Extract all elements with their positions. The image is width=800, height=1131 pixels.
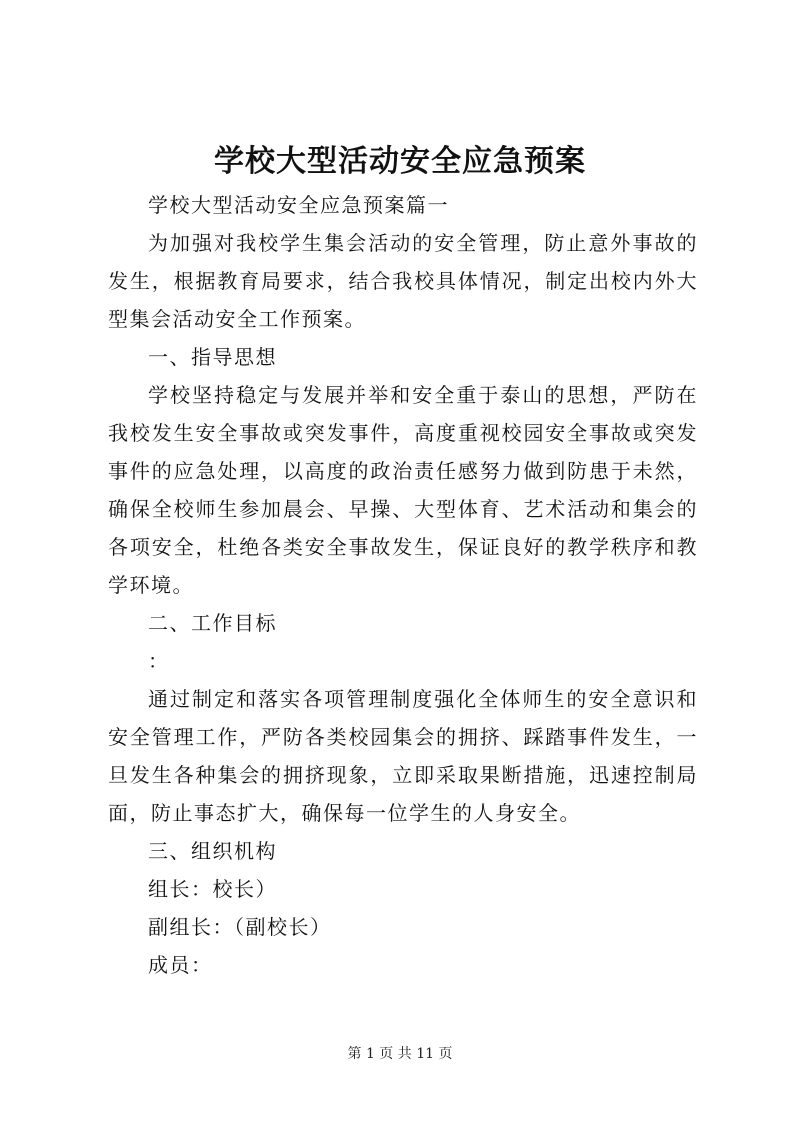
team-leader-line: 组长：校长） (148, 877, 277, 901)
document-title: 学校大型活动安全应急预案 (214, 144, 586, 179)
section-heading-organization: 三、组织机构 (148, 839, 277, 863)
work-goals-paragraph: 通过制定和落实各项管理制度强化全体师生的安全意识和安全管理工作，严防各类校园集会的拥挤、踩踏事件发生，一旦发生各种集会的拥挤现象，立即采取果断措施，迅速控制局面，防止事态扩大，确保每一位学生的人身安全。 (108, 687, 698, 825)
intro-paragraph: 为加强对我校学生集会活动的安全管理，防止意外事故的发生，根据教育局要求，结合我校具体情况，制定出校内外大型集会活动安全工作预案。 (108, 231, 698, 331)
members-line: 成员： (148, 953, 213, 977)
section-heading-guiding-ideology: 一、指导思想 (148, 345, 277, 369)
document-body (108, 186, 698, 984)
section-heading-work-goals: 二、工作目标 (148, 611, 277, 635)
deputy-leader-line: 副组长：（副校长） (148, 915, 332, 939)
subtitle-paragraph: 学校大型活动安全应急预案篇一 (148, 193, 449, 217)
page-footer: 第 1 页 共 11 页 (347, 1046, 453, 1062)
colon-line: ： (148, 649, 170, 673)
guiding-ideology-paragraph: 学校坚持稳定与发展并举和安全重于泰山的思想，严防在我校发生安全事故或突发事件，高度重视校园安全事故或突发事件的应急处理，以高度的政治责任感努力做到防患于未然，确保全校师生参加晨会、早操、大型体育、艺术活动和集会的各项安全，杜绝各类安全事故发生，保证良好的教学秩序和教学环境。 (108, 383, 698, 597)
